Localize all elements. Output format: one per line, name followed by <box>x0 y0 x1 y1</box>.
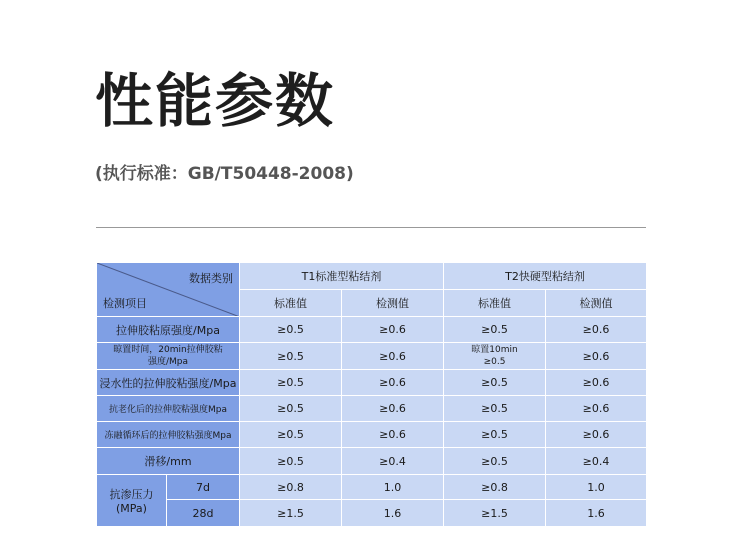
cell-value: 1.6 <box>342 500 444 527</box>
row-label: 抗老化后的拉伸胶粘强度Mpa <box>97 396 240 422</box>
cell-value: ≥0.5 <box>444 448 546 475</box>
table-row <box>97 343 647 370</box>
cell-value: ≥0.6 <box>342 343 444 370</box>
row-label: 冻融循环后的拉伸胶粘强度Mpa <box>97 422 240 448</box>
cell-value: ≥0.5 <box>240 422 342 448</box>
cell-value-line: ≥0.5 <box>483 357 506 367</box>
row-label-line: (MPa) <box>116 502 147 515</box>
table-row <box>97 475 647 500</box>
table-row <box>97 370 647 396</box>
diagonal-header-cell <box>97 263 240 317</box>
table-row <box>97 500 647 527</box>
cell-value <box>444 343 546 370</box>
cell-value: ≥0.5 <box>444 370 546 396</box>
cell-value: ≥0.6 <box>546 343 647 370</box>
cell-value: ≥0.6 <box>342 370 444 396</box>
cell-value: ≥0.6 <box>546 370 647 396</box>
cell-value: ≥0.4 <box>546 448 647 475</box>
cell-value: ≥0.6 <box>342 317 444 343</box>
cell-value: ≥0.5 <box>444 396 546 422</box>
table-row <box>97 448 647 475</box>
group-header-t2: T2快硬型粘结剂 <box>444 263 647 290</box>
cell-value: ≥0.5 <box>240 343 342 370</box>
cell-value: ≥1.5 <box>240 500 342 527</box>
cell-value: ≥0.5 <box>240 317 342 343</box>
age-label: 28d <box>167 500 240 527</box>
cell-value: ≥0.5 <box>240 370 342 396</box>
page-title: 性能参数 <box>95 67 336 135</box>
cell-value: 1.6 <box>546 500 647 527</box>
row-label: 拉伸胶粘原强度/Mpa <box>97 317 240 343</box>
table-row <box>97 396 647 422</box>
group-header-t1: T1标准型粘结剂 <box>240 263 444 290</box>
cell-value: ≥0.8 <box>444 475 546 500</box>
cell-value: ≥0.5 <box>240 448 342 475</box>
cell-value: ≥0.6 <box>546 396 647 422</box>
row-label-anti-seepage <box>97 475 167 527</box>
subheader-measured-t2: 检测值 <box>546 290 647 317</box>
cell-value: ≥0.5 <box>444 317 546 343</box>
cell-value: ≥0.5 <box>444 422 546 448</box>
spec-table <box>96 262 647 527</box>
cell-value: 1.0 <box>546 475 647 500</box>
row-label <box>97 343 240 370</box>
row-label-line: 抗渗压力 <box>109 488 154 501</box>
subheader-standard-t1: 标准值 <box>240 290 342 317</box>
cell-value: ≥0.6 <box>342 422 444 448</box>
subheader-standard-t2: 标准值 <box>444 290 546 317</box>
row-label: 滑移/mm <box>97 448 240 475</box>
cell-value-line: 晾置10min <box>471 345 518 355</box>
table-row <box>97 422 647 448</box>
cell-value: ≥0.6 <box>546 422 647 448</box>
cell-value: ≥1.5 <box>444 500 546 527</box>
cell-value: ≥0.5 <box>240 396 342 422</box>
cell-value: ≥0.8 <box>240 475 342 500</box>
age-label: 7d <box>167 475 240 500</box>
divider <box>96 227 646 228</box>
row-label-line: 强度/Mpa <box>147 357 189 367</box>
row-label-line: 晾置时间，20min拉伸胶粘 <box>113 345 223 355</box>
cell-value: ≥0.6 <box>546 317 647 343</box>
diagonal-header-top: 数据类别 <box>189 272 233 285</box>
row-label: 浸水性的拉伸胶粘强度/Mpa <box>97 370 240 396</box>
cell-value: ≥0.4 <box>342 448 444 475</box>
diagonal-header-bottom: 检测项目 <box>103 297 147 310</box>
table-row <box>97 317 647 343</box>
subheader-measured-t1: 检测值 <box>342 290 444 317</box>
cell-value: 1.0 <box>342 475 444 500</box>
standard-subtitle: (执行标准：GB/T50448-2008) <box>95 164 354 184</box>
cell-value: ≥0.6 <box>342 396 444 422</box>
